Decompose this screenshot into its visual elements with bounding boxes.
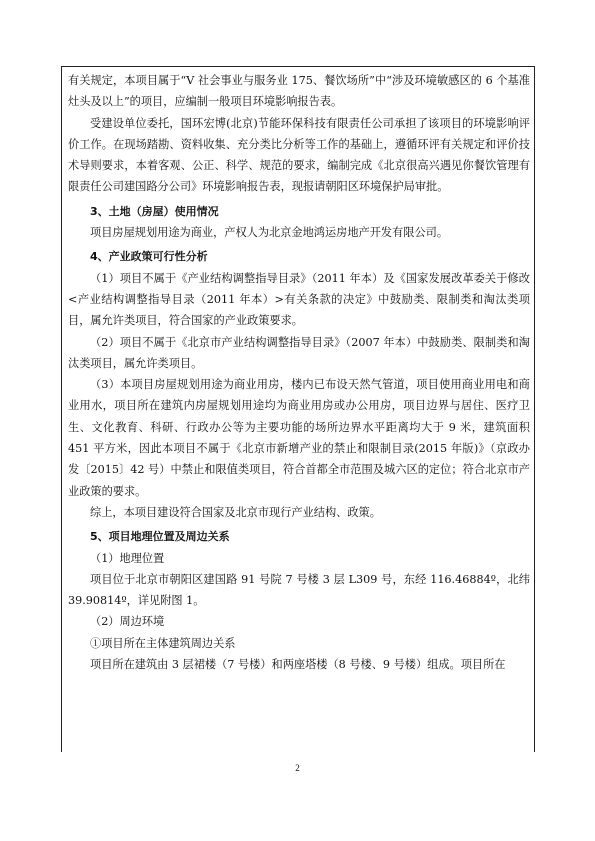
paragraph-regulation: 有关规定，本项目属于“V 社会事业与服务业 175、餐饮场所”中“涉及环境敏感区的 6 个基准灶头及以上”的项目，应编制一般项目环境影响报告表。	[68, 74, 530, 109]
subheading-building-relations: ①项目所在主体建筑周边关系	[90, 636, 236, 650]
paragraph-building: 项目所在建筑由 3 层裙楼（7 号楼）和两座塔楼（8 号楼、9 号楼）组成。项目所在	[90, 658, 506, 672]
paragraph-policy-2: （2）项目不属于《北京市产业结构调整指导目录》（2007 年本）中鼓励类、限制类和淘汰类项目，属允许类项目。	[68, 335, 530, 370]
paragraph-policy-3: （3）本项目房屋规划用途为商业用房，楼内已布设天然气管道，项目使用商业用电和商业用水，项目所在建筑内房屋规划用途均为商业用房或办公用房，项目边界与居住、医疗卫生、文化教育、科研、行政办公等为主要功能的场所边界水平距离均大于 9 米，建筑面积 451 平方米，因此本项目不属于《北京市新增产业的禁止和限制目录(2015 年版)》（京政办发〔2015〕42 号）中禁止和限值类项目，符合首都全市范围及城六区的定位；符合北京市产业政策的要求。	[68, 378, 530, 498]
paragraph-land-use: 项目房屋规划用途为商业，产权人为北京金地鸿运房地产开发有限公司。	[90, 226, 449, 240]
section-heading-policy: 4、产业政策可行性分析	[90, 250, 208, 264]
paragraph-geo-location: 项目位于北京市朝阳区建国路 91 号院 7 号楼 3 层 L309 号，东经 116.46884º，北纬 39.90814º，详见附图 1。	[68, 572, 530, 608]
section-heading-location: 5、项目地理位置及周边关系	[90, 530, 230, 544]
page-number: 2	[295, 763, 300, 773]
paragraph-policy-1: （1）项目不属于《产业结构调整指导目录》（2011 年本）及《国家发展改革委关于修改<产业结构调整指导目录（2011 年本）>有关条款的决定》中鼓励类、限制类和淘汰类项目，属允许类项目，符合国家的产业政策要求。	[68, 271, 530, 328]
subheading-surroundings: （2）周边环境	[90, 615, 165, 629]
paragraph-policy-summary: 综上，本项目建设符合国家及北京市现行产业结构、政策。	[90, 505, 381, 519]
section-heading-land-use: 3、土地（房屋）使用情况	[90, 204, 219, 218]
subheading-geo-location: （1）地理位置	[90, 551, 165, 565]
paragraph-commission: 受建设单位委托，国环宏博(北京)节能环保科技有限责任公司承担了该项目的环境影响评价工作。在现场踏勘、资料收集、充分类比分析等工作的基础上，遵循环评有关规定和评价技术导则要求，本着客观、公正、科学、规范的要求，编制完成《北京很高兴遇见你餐饮管理有限责任公司建国路分公司》环境影响报告表，现报请朝阳区环境保护局审批。	[68, 116, 530, 194]
document-body	[68, 70, 530, 675]
